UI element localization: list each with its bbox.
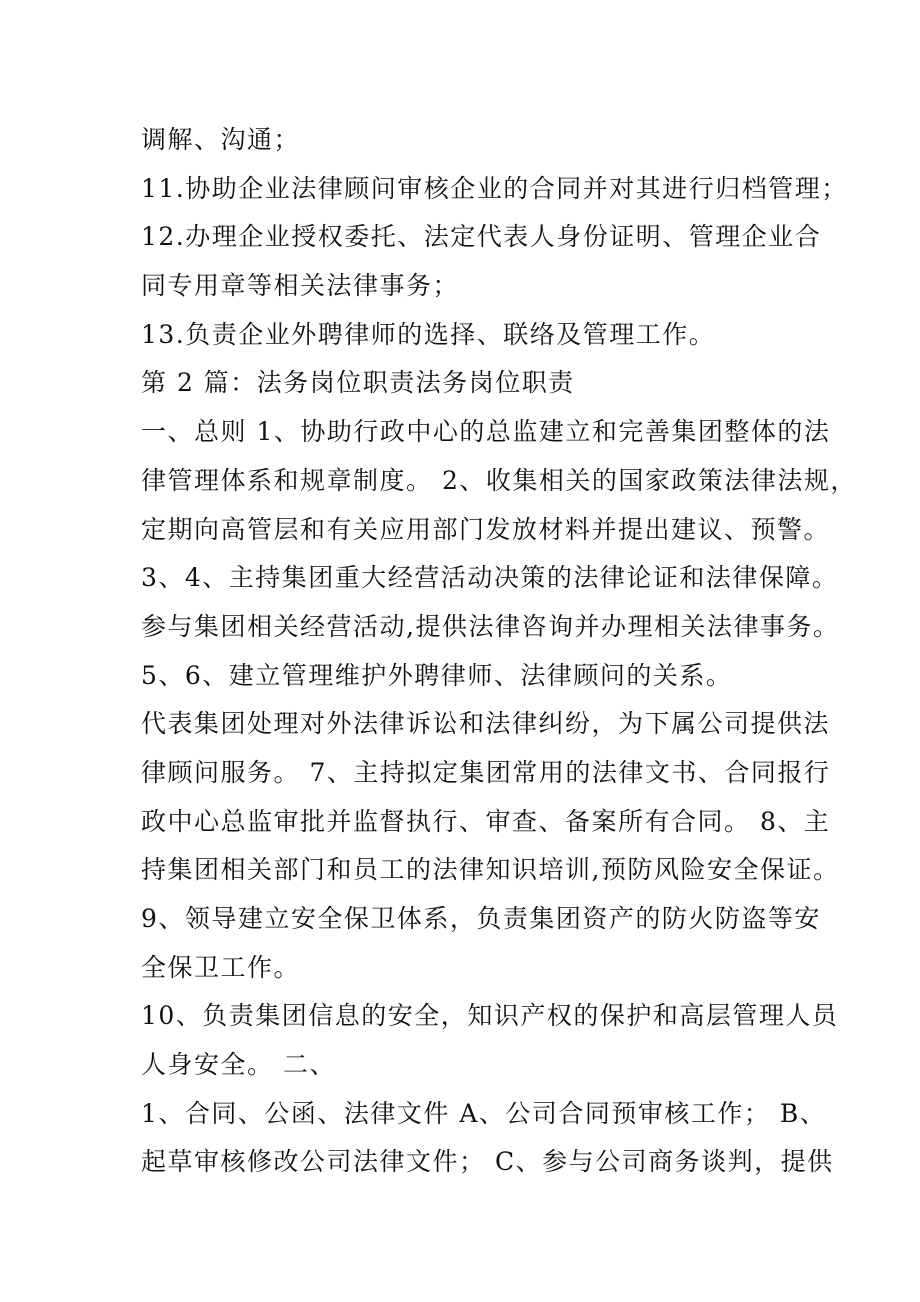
text-line: 起草审核修改公司法律文件； C、参与公司商务谈判，提供 bbox=[141, 1147, 834, 1177]
text-line: 一、总则 1、协助行政中心的总监建立和完善集团整体的法 bbox=[141, 417, 831, 447]
text-line: 3、4、主持集团重大经营活动决策的法律论证和法律保障。 bbox=[141, 563, 839, 593]
text-line: 持集团相关部门和员工的法律知识培训,预防风险安全保证。 bbox=[141, 855, 840, 885]
text-line: 13.负责企业外聘律师的选择、联络及管理工作。 bbox=[141, 319, 716, 349]
text-line: 律顾问服务。 7、主持拟定集团常用的法律文书、合同报行 bbox=[141, 757, 831, 787]
text-line: 同专用章等相关法律事务； bbox=[141, 271, 460, 301]
text-line: 律管理体系和规章制度。 2、收集相关的国家政策法律法规， bbox=[141, 465, 857, 495]
text-line: 调解、沟通； bbox=[141, 125, 301, 154]
text-line: 10、负责集团信息的安全，知识产权的保护和高层管理人员 bbox=[141, 1001, 839, 1031]
text-line: 政中心总监审批并监督执行、审查、备案所有合同。 8、主 bbox=[141, 806, 831, 836]
text-line: 9、领导建立安全保卫体系，负责集团资产的防火防盗等安 bbox=[141, 904, 821, 933]
text-line: 全保卫工作。 bbox=[141, 952, 301, 982]
text-line: 代表集团处理对外法律诉讼和法律纠纷，为下属公司提供法 bbox=[141, 709, 831, 739]
document-body bbox=[141, 116, 857, 1187]
text-line: 12.办理企业授权委托、法定代表人身份证明、管理企业合 bbox=[141, 222, 822, 252]
section-heading: 第 2 篇：法务岗位职责法务岗位职责 bbox=[141, 368, 575, 398]
text-line: 人身安全。 二、 bbox=[141, 1050, 336, 1080]
text-line: 5、6、建立管理维护外聘律师、法律顾问的关系。 bbox=[141, 660, 733, 690]
text-line: 1、合同、公函、法律文件 A、公司合同预审核工作； B、 bbox=[141, 1098, 827, 1128]
text-line: 参与集团相关经营活动,提供法律咨询并办理相关法律事务。 bbox=[141, 611, 840, 641]
text-line: 11.协助企业法律顾问审核企业的合同并对其进行归档管理； bbox=[141, 173, 848, 203]
text-line: 定期向高管层和有关应用部门发放材料并提出建议、预警。 bbox=[141, 514, 831, 544]
